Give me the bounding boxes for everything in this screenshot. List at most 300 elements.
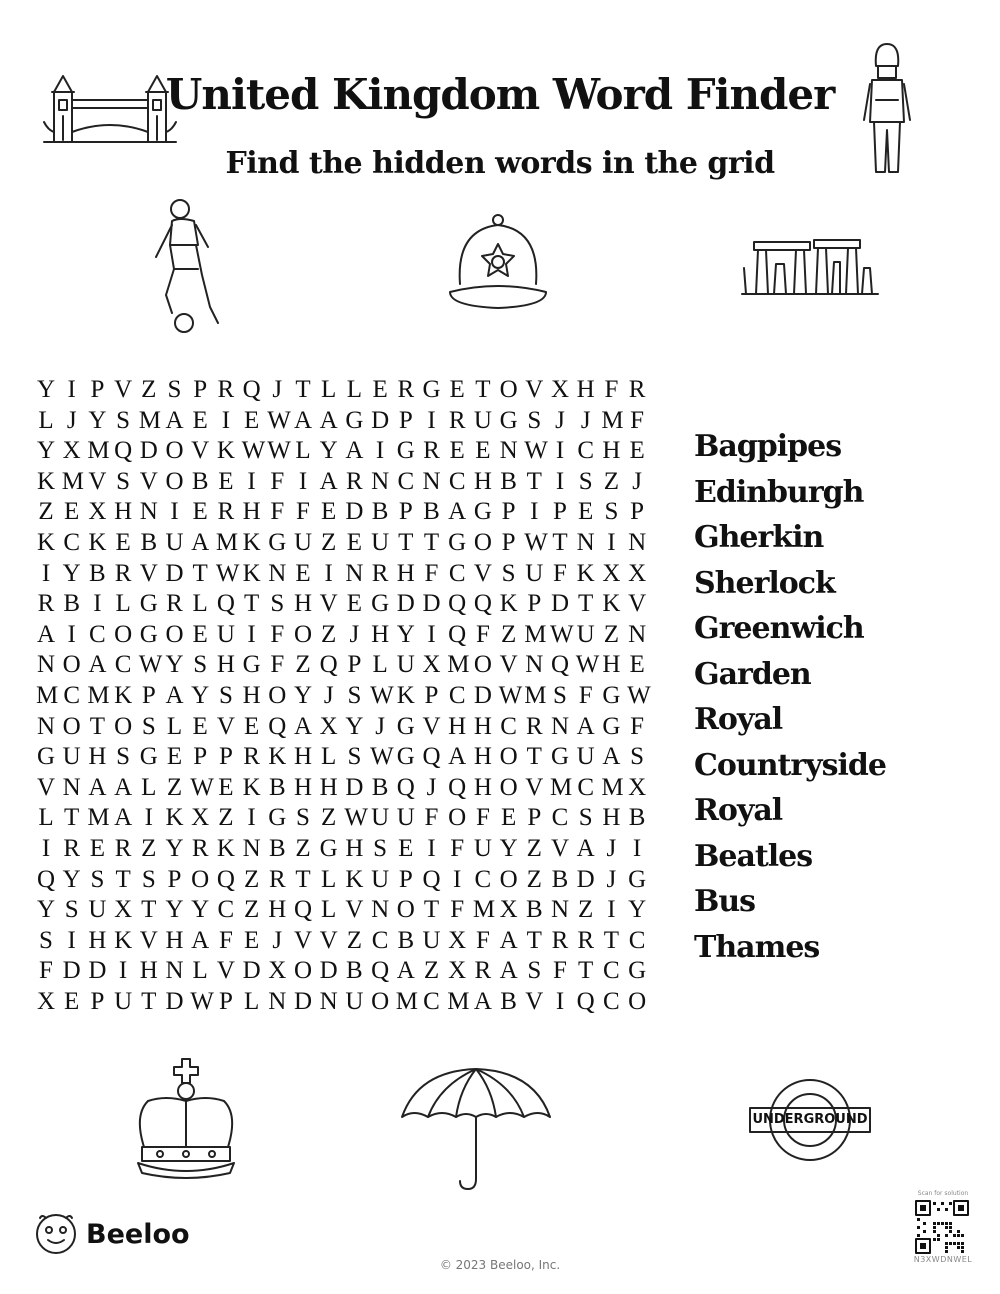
grid-cell: D	[576, 865, 595, 893]
grid-cell: U	[396, 651, 415, 679]
grid-cell: I	[324, 559, 333, 587]
copyright: © 2023 Beeloo, Inc.	[439, 1258, 561, 1272]
grid-cell: O	[191, 865, 210, 893]
grid-cell: O	[293, 620, 313, 648]
grid-cell: S	[578, 804, 593, 832]
grid-cell: O	[396, 896, 415, 924]
grid-cell: I	[118, 957, 128, 985]
grid-cell: M	[447, 651, 470, 679]
grid-cell: A	[114, 773, 133, 801]
grid-cell: H	[165, 926, 184, 954]
grid-cell: C	[603, 987, 620, 1015]
grid-row	[36, 834, 656, 865]
grid-cell: W	[241, 437, 266, 465]
grid-cell: X	[628, 559, 647, 587]
grid-cell: P	[398, 406, 413, 434]
grid-cell: Q	[36, 865, 56, 893]
grid-row	[36, 987, 656, 1018]
grid-cell: U	[371, 865, 390, 893]
qr-code-text: N3XWDNWEL	[913, 1255, 973, 1264]
grid-cell: U	[473, 834, 492, 862]
grid-cell: R	[551, 926, 569, 954]
grid-cell: C	[474, 865, 492, 893]
grid-cell: V	[499, 651, 518, 679]
grid-cell: V	[216, 712, 235, 740]
grid-cell: L	[38, 804, 54, 832]
grid-cell: X	[62, 437, 81, 465]
grid-cell: S	[347, 681, 362, 709]
grid-cell: C	[628, 926, 646, 954]
grid-row	[36, 956, 656, 987]
grid-row	[36, 528, 656, 559]
grid-cell: I	[67, 926, 76, 954]
grid-cell: C	[448, 681, 466, 709]
grid-cell: Z	[346, 926, 363, 954]
grid-cell: V	[319, 590, 338, 618]
grid-cell: A	[345, 437, 364, 465]
grid-cell: M	[524, 620, 547, 648]
grid-cell: S	[501, 559, 516, 587]
grid-cell: D	[62, 957, 81, 985]
grid-cell: G	[550, 743, 570, 771]
grid-cell: U	[293, 528, 313, 556]
word-list-item: Countryside	[694, 747, 886, 783]
grid-cell: K	[242, 773, 261, 801]
grid-cell: Z	[141, 376, 157, 403]
grid-cell: Z	[603, 620, 620, 648]
grid-cell: Q	[371, 957, 390, 985]
grid-cell: P	[347, 651, 362, 679]
grid-cell: K	[242, 559, 261, 587]
grid-cell: U	[114, 987, 133, 1015]
grid-cell: C	[577, 437, 595, 465]
grid-cell: T	[64, 804, 80, 832]
grid-cell: L	[141, 773, 157, 801]
grid-cell: A	[319, 406, 338, 434]
grid-cell: I	[530, 498, 539, 526]
word-search-grid	[36, 375, 656, 1017]
grid-cell: F	[39, 957, 53, 985]
grid-cell: O	[293, 957, 313, 985]
grid-cell: X	[88, 498, 107, 526]
grid-cell: C	[448, 559, 466, 587]
word-list-item: Beatles	[694, 838, 813, 874]
grid-cell: Y	[396, 620, 415, 648]
grid-cell: C	[217, 896, 235, 924]
grid-cell: M	[87, 437, 110, 465]
grid-cell: Y	[36, 376, 56, 403]
grid-cell: F	[270, 467, 285, 495]
grid-cell: K	[268, 743, 287, 771]
grid-cell: G	[396, 712, 415, 740]
grid-cell: U	[422, 926, 441, 954]
grid-cell: V	[319, 926, 338, 954]
grid-cell: C	[371, 926, 389, 954]
grid-cell: X	[114, 896, 133, 924]
grid-cell: Q	[268, 712, 287, 740]
grid-cell: M	[87, 681, 110, 709]
grid-cell: D	[473, 681, 492, 709]
grid-cell: S	[270, 590, 285, 618]
grid-cell: N	[371, 896, 390, 924]
grid-cell: L	[372, 651, 388, 679]
grid-cell: V	[139, 467, 158, 495]
grid-cell: W	[524, 528, 548, 556]
grid-cell: T	[603, 926, 620, 954]
grid-cell: H	[602, 804, 621, 832]
grid-cell: H	[448, 712, 467, 740]
grid-cell: E	[218, 773, 234, 801]
grid-cell: H	[139, 957, 158, 985]
grid-cell: Z	[218, 804, 234, 832]
grid-cell: Z	[423, 957, 440, 985]
grid-cell: G	[602, 712, 621, 740]
grid-cell: Y	[191, 896, 210, 924]
grid-cell: O	[62, 712, 81, 740]
grid-cell: Y	[293, 681, 313, 709]
grid-cell: U	[216, 620, 235, 648]
grid-cell: S	[373, 834, 388, 862]
grid-cell: E	[89, 834, 106, 862]
grid-cell: Y	[628, 896, 647, 924]
grid-cell: O	[165, 467, 184, 495]
grid-row	[36, 895, 656, 926]
grid-cell: M	[550, 773, 573, 801]
grid-cell: P	[218, 743, 233, 771]
grid-cell: T	[475, 376, 491, 403]
grid-cell: U	[165, 528, 184, 556]
grid-cell: P	[218, 987, 233, 1015]
grid-cell: D	[242, 957, 261, 985]
grid-cell: S	[116, 743, 131, 771]
grid-cell: V	[422, 712, 441, 740]
grid-cell: T	[398, 528, 414, 556]
grid-cell: Y	[165, 651, 184, 679]
grid-cell: R	[114, 834, 132, 862]
grid-cell: Q	[550, 651, 570, 679]
grid-cell: H	[319, 773, 338, 801]
grid-cell: H	[473, 712, 492, 740]
grid-cell: L	[321, 743, 337, 771]
grid-cell: H	[293, 590, 313, 618]
grid-cell: P	[527, 804, 542, 832]
grid-cell: B	[551, 865, 569, 893]
grid-cell: Z	[166, 773, 183, 801]
grid-cell: L	[295, 437, 311, 465]
grid-cell: S	[578, 467, 593, 495]
grid-cell: P	[398, 498, 413, 526]
grid-cell: T	[578, 590, 594, 618]
grid-cell: J	[272, 926, 283, 954]
grid-cell: C	[89, 620, 106, 648]
grid-cell: R	[628, 376, 646, 403]
grid-cell: I	[427, 834, 436, 862]
grid-cell: B	[63, 590, 81, 618]
grid-cell: V	[216, 957, 235, 985]
grid-cell: F	[270, 651, 285, 679]
brand-name: Beeloo	[86, 1218, 190, 1250]
grid-cell: A	[165, 406, 184, 434]
grid-cell: E	[346, 590, 363, 618]
grid-cell: H	[602, 651, 621, 679]
grid-cell: F	[630, 712, 645, 740]
grid-cell: D	[396, 590, 415, 618]
grid-cell: T	[115, 865, 131, 893]
grid-cell: I	[375, 437, 385, 465]
grid-cell: T	[141, 987, 157, 1015]
grid-cell: G	[139, 590, 158, 618]
grid-cell: T	[192, 559, 208, 587]
grid-cell: D	[165, 559, 184, 587]
grid-cell: W	[575, 651, 600, 679]
grid-cell: Z	[243, 865, 260, 893]
grid-cell: H	[473, 773, 492, 801]
grid-cell: I	[427, 620, 436, 648]
grid-cell: D	[550, 590, 570, 618]
grid-cell: I	[632, 834, 642, 862]
grid-cell: C	[114, 651, 132, 679]
grid-cell: T	[295, 865, 311, 893]
grid-cell: R	[397, 376, 415, 403]
grid-cell: W	[370, 743, 394, 771]
grid-cell: C	[577, 773, 595, 801]
grid-cell: C	[423, 987, 440, 1015]
grid-cell: E	[449, 376, 465, 403]
grid-cell: J	[66, 406, 77, 434]
grid-cell: S	[347, 743, 362, 771]
grid-cell: N	[576, 528, 595, 556]
grid-cell: M	[215, 528, 239, 556]
grid-cell: H	[88, 743, 107, 771]
grid-cell: G	[448, 528, 467, 556]
qr-code-icon	[915, 1200, 969, 1254]
grid-cell: J	[606, 865, 617, 893]
grid-cell: I	[41, 834, 51, 862]
grid-cell: G	[319, 834, 338, 862]
word-list-item: Royal	[694, 702, 783, 737]
grid-cell: S	[116, 467, 131, 495]
grid-cell: Z	[141, 834, 157, 862]
grid-cell: E	[115, 528, 131, 556]
grid-cell: Z	[38, 498, 54, 526]
grid-cell: A	[191, 528, 210, 556]
grid-cell: D	[319, 957, 338, 985]
crown-icon	[130, 1055, 242, 1180]
grid-cell: G	[36, 743, 56, 771]
grid-cell: Y	[319, 437, 338, 465]
grid-cell: J	[323, 681, 334, 709]
umbrella-icon	[398, 1065, 554, 1193]
grid-cell: T	[423, 528, 440, 556]
grid-cell: M	[524, 681, 547, 709]
grid-cell: T	[89, 712, 106, 740]
grid-cell: T	[423, 896, 440, 924]
grid-cell: N	[371, 467, 390, 495]
grid-cell: Y	[88, 406, 107, 434]
grid-row	[36, 773, 656, 804]
grid-cell: S	[218, 681, 233, 709]
grid-cell: B	[268, 834, 286, 862]
grid-cell: A	[576, 712, 595, 740]
grid-cell: P	[193, 743, 208, 771]
grid-cell: E	[192, 620, 208, 648]
grid-cell: H	[473, 743, 492, 771]
grid-cell: P	[630, 498, 645, 526]
grid-cell: N	[628, 528, 647, 556]
grid-cell: K	[242, 528, 261, 556]
grid-cell: U	[525, 559, 544, 587]
grid-row	[36, 406, 656, 437]
grid-cell: Z	[243, 896, 260, 924]
grid-cell: N	[242, 834, 261, 862]
grid-cell: Z	[321, 620, 337, 648]
grid-cell: Q	[448, 590, 467, 618]
grid-cell: B	[525, 896, 543, 924]
grid-cell: V	[628, 590, 647, 618]
grid-cell: E	[629, 651, 645, 679]
grid-cell: E	[295, 559, 311, 587]
grid-cell: I	[247, 620, 256, 648]
grid-cell: P	[90, 376, 105, 403]
grid-row	[36, 589, 656, 620]
grid-row	[36, 650, 656, 681]
grid-cell: E	[321, 498, 337, 526]
grid-row	[36, 712, 656, 743]
grid-cell: R	[37, 590, 55, 618]
grid-cell: F	[475, 620, 490, 648]
grid-row	[36, 681, 656, 712]
grid-cell: U	[371, 804, 390, 832]
grid-cell: E	[64, 498, 80, 526]
grid-cell: X	[499, 896, 518, 924]
grid-cell: W	[627, 681, 651, 709]
grid-cell: G	[499, 406, 518, 434]
grid-cell: Q	[422, 743, 441, 771]
grid-cell: H	[293, 773, 313, 801]
grid-cell: A	[319, 467, 338, 495]
grid-cell: R	[166, 590, 183, 618]
grid-cell: U	[371, 528, 390, 556]
grid-cell: L	[321, 376, 337, 403]
grid-cell: N	[268, 987, 287, 1015]
grid-row	[36, 436, 656, 467]
grid-cell: K	[576, 559, 595, 587]
footballer-icon	[150, 195, 230, 335]
grid-cell: E	[166, 743, 183, 771]
grid-cell: K	[36, 467, 56, 495]
grid-cell: O	[165, 437, 184, 465]
grid-cell: O	[165, 620, 184, 648]
grid-row	[36, 803, 656, 834]
grid-cell: G	[396, 743, 415, 771]
grid-cell: V	[139, 926, 158, 954]
grid-cell: Q	[448, 620, 467, 648]
grid-cell: B	[346, 957, 363, 985]
grid-cell: O	[499, 743, 518, 771]
grid-cell: I	[453, 865, 462, 893]
grid-cell: W	[267, 437, 291, 465]
grid-cell: D	[422, 590, 441, 618]
grid-cell: W	[524, 437, 548, 465]
grid-cell: N	[319, 987, 338, 1015]
grid-cell: A	[114, 804, 133, 832]
grid-cell: W	[190, 773, 214, 801]
word-list-item: Bagpipes	[694, 429, 842, 464]
grid-cell: K	[88, 528, 107, 556]
grid-cell: E	[243, 406, 260, 434]
grid-cell: E	[475, 437, 491, 465]
grid-cell: P	[193, 376, 208, 403]
grid-cell: O	[499, 865, 518, 893]
grid-cell: G	[139, 743, 158, 771]
grid-cell: L	[166, 712, 183, 740]
grid-cell: P	[398, 865, 413, 893]
word-list-item: Greenwich	[694, 611, 864, 646]
grid-cell: C	[63, 681, 81, 709]
grid-cell: Y	[499, 834, 518, 862]
grid-cell: S	[141, 865, 156, 893]
grid-cell: S	[527, 406, 542, 434]
grid-cell: I	[247, 467, 256, 495]
grid-cell: O	[114, 712, 133, 740]
grid-cell: F	[424, 804, 439, 832]
grid-cell: B	[89, 559, 106, 587]
grid-cell: S	[604, 498, 619, 526]
grid-cell: J	[555, 406, 565, 434]
grid-cell: R	[423, 437, 440, 465]
grid-cell: F	[630, 406, 645, 434]
grid-cell: G	[268, 528, 287, 556]
grid-cell: M	[447, 987, 470, 1015]
grid-cell: K	[345, 865, 364, 893]
grid-cell: B	[500, 467, 517, 495]
grid-cell: E	[64, 987, 80, 1015]
grid-cell: D	[371, 406, 390, 434]
grid-cell: M	[395, 987, 419, 1015]
grid-cell: N	[165, 957, 184, 985]
grid-cell: T	[243, 590, 260, 618]
grid-cell: I	[607, 528, 616, 556]
grid-cell: W	[550, 620, 574, 648]
grid-cell: S	[167, 376, 182, 403]
grid-cell: I	[144, 804, 153, 832]
grid-cell: G	[345, 406, 364, 434]
grid-cell: R	[217, 376, 235, 403]
grid-cell: I	[170, 498, 179, 526]
grid-cell: S	[553, 681, 567, 709]
grid-cell: K	[114, 926, 133, 954]
grid-cell: B	[371, 773, 389, 801]
grid-cell: R	[63, 834, 81, 862]
grid-cell: N	[268, 559, 287, 587]
grid-cell: S	[39, 926, 53, 954]
grid-cell: U	[345, 987, 364, 1015]
grid-cell: M	[36, 681, 59, 709]
grid-cell: U	[62, 743, 81, 771]
grid-cell: A	[191, 926, 210, 954]
grid-cell: A	[293, 712, 313, 740]
grid-cell: M	[601, 773, 624, 801]
grid-cell: D	[293, 987, 313, 1015]
grid-cell: F	[270, 498, 285, 526]
grid-cell: Y	[191, 681, 210, 709]
grid-cell: W	[215, 559, 240, 587]
grid-cell: D	[345, 498, 364, 526]
grid-cell: A	[576, 834, 595, 862]
grid-row	[36, 497, 656, 528]
grid-cell: H	[293, 743, 313, 771]
grid-cell: H	[268, 896, 287, 924]
